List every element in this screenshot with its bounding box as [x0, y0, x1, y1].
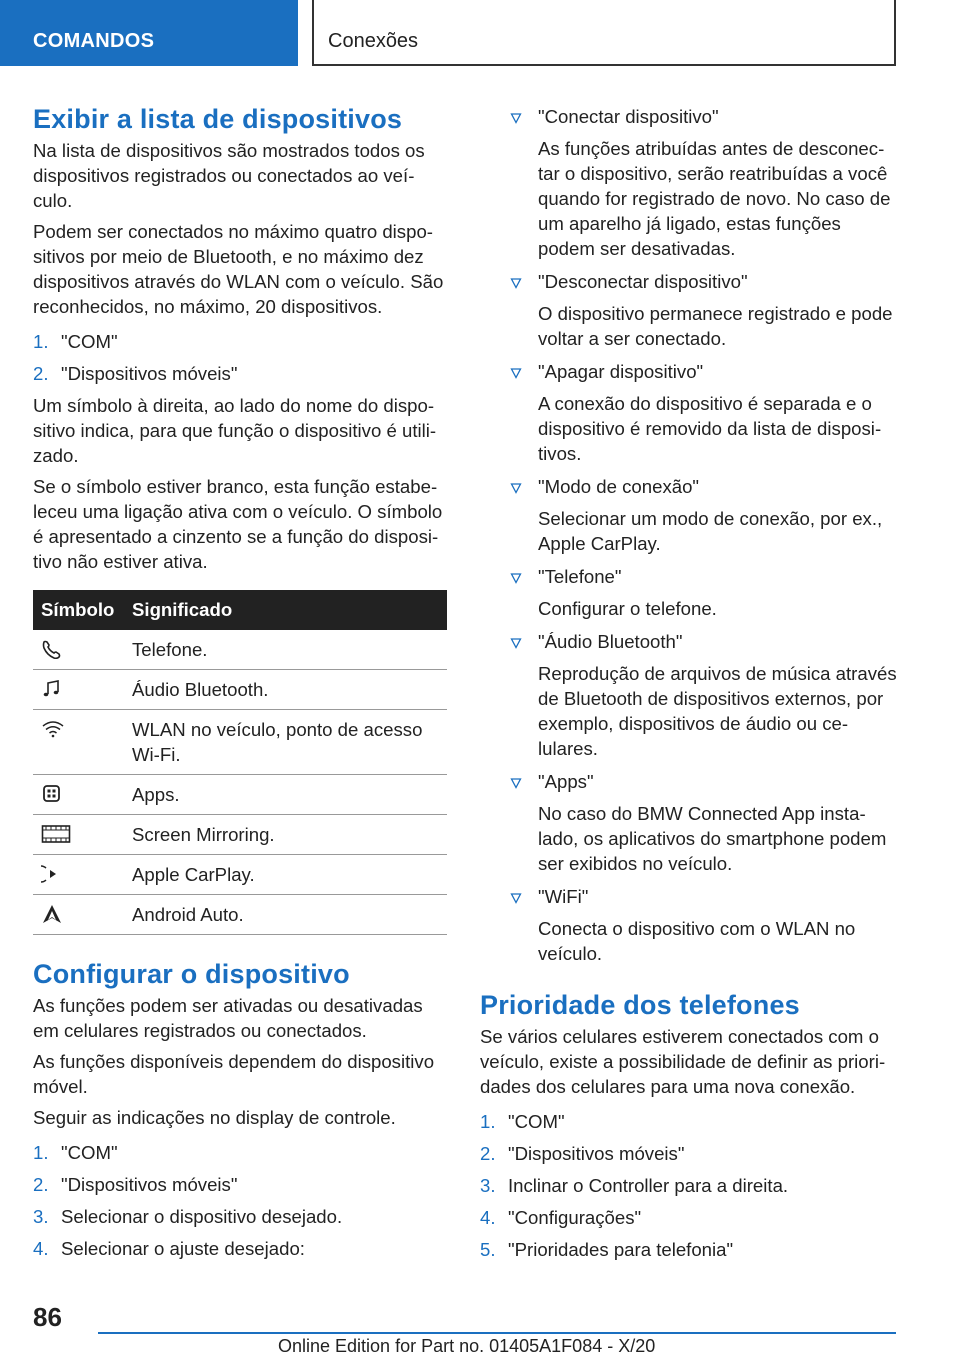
steps-list [33, 1140, 447, 1261]
option-item: "Apps" No caso do BMW Connected App instalado, os aplicativos do smartphone podem ser exibidos no veículo. [480, 769, 898, 876]
wifi-icon [41, 719, 65, 739]
options-list [480, 104, 898, 966]
screen-mirroring-icon [41, 824, 71, 844]
list-item: 5. "Prioridades para telefonia" [480, 1239, 734, 1260]
triangle-bullet-icon [510, 637, 522, 649]
triangle-bullet-icon [510, 277, 522, 289]
triangle-bullet-icon [510, 482, 522, 494]
list-item: 2. "Dispositivos móveis" [33, 363, 238, 384]
list-item: 1. "COM" [480, 1111, 565, 1132]
phone-icon [41, 639, 63, 659]
carplay-icon [41, 864, 63, 884]
triangle-bullet-icon [510, 112, 522, 124]
table-row: WLAN no veículo, ponto de acesso Wi-Fi. [33, 710, 447, 775]
table-row: Telefone. [33, 630, 447, 670]
column-header-meaning: Significado [132, 590, 447, 630]
paragraph: Na lista de dispositivos são mostrados todos os dispositivos registrados ou conectados ao veículo. [33, 140, 425, 211]
list-item: 4. Selecionar o ajuste desejado: [33, 1238, 305, 1259]
table-row: Android Auto. [33, 895, 447, 935]
paragraph: As funções disponíveis dependem do dispositivo móvel. [33, 1051, 435, 1097]
list-item: 1. "COM" [33, 331, 118, 352]
triangle-bullet-icon [510, 777, 522, 789]
list-item: 4. "Configurações" [480, 1207, 642, 1228]
steps-list [480, 1109, 898, 1262]
paragraph: Seguir as indicações no display de controle. [33, 1107, 396, 1128]
list-item: 3. Selecionar o dispositivo desejado. [33, 1206, 343, 1227]
table-row: Apple CarPlay. [33, 855, 447, 895]
page-number: 86 [33, 1302, 62, 1332]
android-auto-icon [41, 904, 63, 924]
left-column [33, 102, 447, 1268]
steps-list [33, 329, 447, 386]
list-item: 2. "Dispositivos móveis" [480, 1143, 685, 1164]
heading-configure-device: Configurar o dispositivo [33, 959, 350, 989]
column-header-symbol: Símbolo [33, 590, 132, 630]
paragraph: Um símbolo à direita, ao lado do nome do dispositivo indica, para que função o dispositivo é utilizado. [33, 395, 437, 466]
list-item: 1. "COM" [33, 1142, 118, 1163]
option-item: "Telefone" Configurar o telefone. [480, 564, 898, 621]
paragraph: Podem ser conectados no máximo quatro dispositivos por meio de Bluetooth, e no máximo dez dispositivos através do WLAN com o veículo. São reconhecidos, no máximo, 20 dispositivos. [33, 221, 444, 317]
right-column [480, 104, 898, 1269]
chapter-title: Conexões [312, 0, 896, 66]
triangle-bullet-icon [510, 572, 522, 584]
heading-phone-priority: Prioridade dos telefones [480, 990, 800, 1020]
paragraph: Se o símbolo estiver branco, esta função estabeleceu uma ligação ativa com o veículo. O símbolo é apresentado a cinzento se a função do dispositivo não estiver ativa. [33, 476, 443, 572]
heading-device-list: Exibir a lista de dispositivos [33, 104, 403, 134]
table-row: Áudio Bluetooth. [33, 670, 447, 710]
paragraph: As funções podem ser ativadas ou desativadas em celulares registrados ou conectados. [33, 995, 423, 1041]
symbol-table [33, 590, 447, 935]
paragraph: Se vários celulares estiverem conectados com o veículo, existe a possibilidade de definir as prioridades dos celulares para uma nova conexão. [480, 1026, 886, 1097]
option-item: "Apagar dispositivo" A conexão do dispositivo é separada e o dispositivo é removido da lista de dispositivos. [480, 359, 898, 466]
triangle-bullet-icon [510, 367, 522, 379]
table-row: Apps. [33, 775, 447, 815]
music-note-icon [41, 679, 63, 699]
page-header [0, 0, 960, 66]
list-item: 3. Inclinar o Controller para a direita. [480, 1175, 789, 1196]
apps-icon [41, 784, 63, 804]
option-item: "Modo de conexão" Selecionar um modo de conexão, por ex., Apple CarPlay. [480, 474, 898, 556]
table-row: Screen Mirroring. [33, 815, 447, 855]
option-item: "Desconectar dispositivo" O dispositivo permanece registrado e pode voltar a ser conectado. [480, 269, 898, 351]
section-tab: COMANDOS [0, 0, 298, 66]
option-item: "WiFi" Conecta o dispositivo com o WLAN no veículo. [480, 884, 898, 966]
option-item: "Áudio Bluetooth" Reprodução de arquivos de música através de Bluetooth de dispositivos externos, por exemplo, dispositivos de áudio ou celulares. [480, 629, 898, 761]
triangle-bullet-icon [510, 892, 522, 904]
option-item: "Conectar dispositivo" As funções atribuídas antes de desconectar o dispositivo, serão reatribuídas a você quando for registrado de novo. No caso de um aparelho já ligado, estas funções podem ser desativadas. [480, 104, 898, 261]
footer-divider [98, 1332, 896, 1334]
table-header-row [33, 590, 447, 630]
footer-edition: Online Edition for Part no. 01405A1F084 - X/20 [278, 1336, 656, 1356]
list-item: 2. "Dispositivos móveis" [33, 1174, 238, 1195]
